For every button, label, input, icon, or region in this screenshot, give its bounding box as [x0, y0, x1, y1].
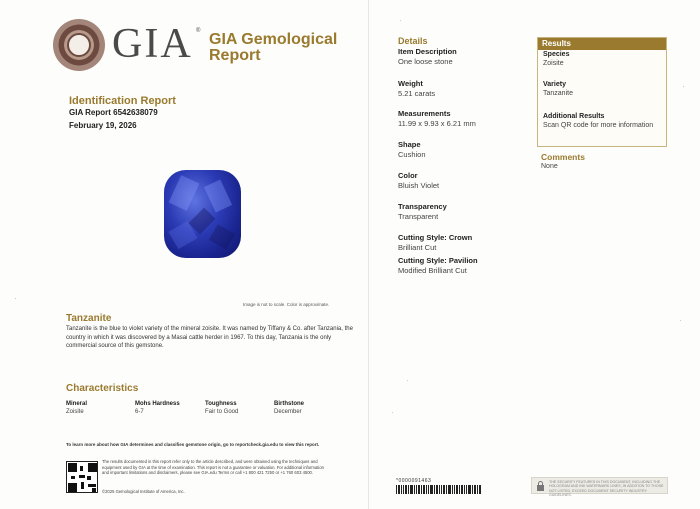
- results-box: [537, 37, 667, 147]
- gia-seal-icon: [53, 19, 105, 71]
- result-species: Species Zoisite: [543, 51, 570, 67]
- comments-title: Comments: [541, 152, 585, 162]
- characteristic-birthstone: Birthstone December: [274, 401, 304, 415]
- results-title: Results: [538, 38, 666, 50]
- species-title: Tanzanite: [66, 313, 112, 324]
- detail-cutting-crown: Cutting Style: Crown Brilliant Cut: [398, 233, 473, 252]
- detail-color: Color Bluish Violet: [398, 171, 440, 190]
- report-date: February 19, 2026: [69, 121, 137, 130]
- qr-code[interactable]: [66, 461, 98, 493]
- gemstone-image: [164, 170, 241, 258]
- characteristic-toughness: Toughness Fair to Good: [205, 401, 239, 415]
- characteristic-mineral: Mineral Zoisite: [66, 401, 88, 415]
- report-title: GIA Gemological Report: [209, 31, 338, 64]
- learn-more-text: To learn more about how GIA determines and classifies gemstone origin, go to reportcheck.gia.edu to view this report.: [66, 442, 320, 447]
- barcode-number: *0000091463: [396, 478, 432, 484]
- gia-logo: GIA: [112, 21, 193, 67]
- report-number: GIA Report 6542638079: [69, 108, 158, 117]
- detail-item-description: Item Description One loose stone: [398, 47, 457, 66]
- detail-weight: Weight 5.21 carats: [398, 79, 436, 98]
- comments-value: None: [541, 163, 558, 170]
- lock-icon: [536, 481, 545, 491]
- detail-transparency: Transparency Transparent: [398, 202, 447, 221]
- image-scale-note: Image is not to scale. Color is approximate.: [243, 302, 330, 307]
- fold-line: [368, 0, 369, 509]
- detail-measurements: Measurements 11.99 x 9.93 x 6.21 mm: [398, 109, 476, 128]
- characteristic-hardness: Mohs Hardness 6-7: [135, 401, 180, 415]
- security-hologram: [531, 477, 668, 497]
- detail-shape: Shape Cushion: [398, 140, 426, 159]
- copyright-text: ©2025 Gemological Institute of America, Inc.: [102, 489, 185, 494]
- result-variety: Variety Tanzanite: [543, 81, 573, 97]
- registered-mark: ®: [196, 28, 201, 34]
- characteristics-title: Characteristics: [66, 383, 139, 394]
- result-additional: Additional Results Scan QR code for more information: [543, 113, 654, 129]
- hologram-text: THE SECURITY FEATURES IN THIS DOCUMENT, INCLUDING THE HOLOGRAM AND INK WATERMARK LINES, IN ADDITION TO THOSE NOT LISTED, EXCEED DOCUMENT SECURITY INDUSTRY GUIDELINES.: [549, 480, 664, 497]
- disclaimer-text: The results documented in this report refer only to the article described, and were obtained using the techniques and equipment used by GIA at the time of examination. This report is not a guarantee or valuation. For additional information and important limitations and disclaimers, please see GIA.edu Terms or call +1 800 421 7250 or +1 760 603 4500.: [102, 459, 324, 476]
- barcode: [396, 485, 482, 494]
- detail-cutting-pavilion: Cutting Style: Pavilion Modified Brilliant Cut: [398, 256, 478, 275]
- identification-title: Identification Report: [69, 95, 176, 107]
- details-title: Details: [398, 36, 428, 46]
- species-description: Tanzanite is the blue to violet variety of the mineral zoisite. It was named by Tiffany & Co. after Tanzania, the country in which it was discovered by a Masai cattle herder in 1967. To this day, Tanzania is the only commercial source of this gemstone.: [66, 326, 353, 349]
